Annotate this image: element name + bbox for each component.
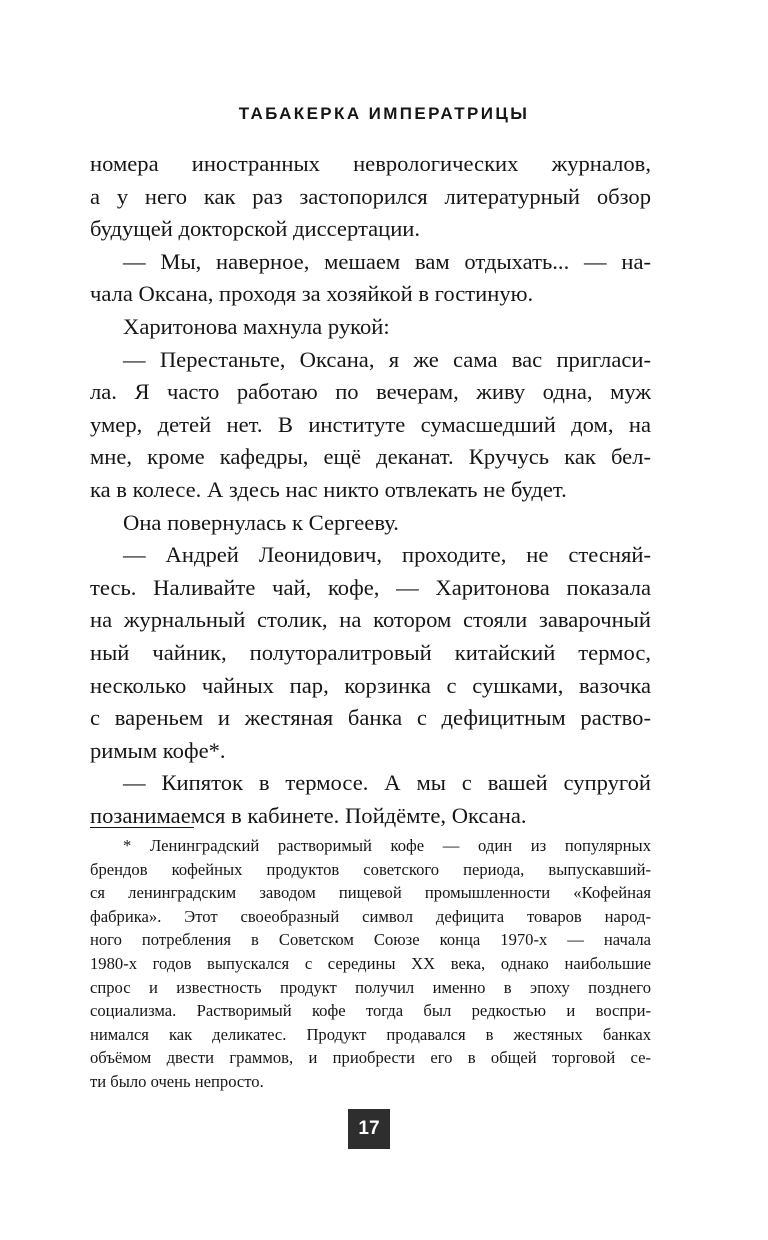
text-line: умер, детей нет. В институте сумасшедший дом, на bbox=[90, 411, 651, 437]
footnote-line: социализма. Растворимый кофе тогда был редкостью и воспри- bbox=[90, 1001, 651, 1021]
text-line: тесь. Наливайте чай, кофе, — Харитонова показала bbox=[90, 574, 651, 600]
footnote-line: спрос и известность продукт получил именно в эпоху позднего bbox=[90, 977, 651, 997]
footnote-separator bbox=[90, 827, 194, 828]
footnote-line: ся ленинградским заводом пищевой промышленности «Кофейная bbox=[90, 883, 651, 903]
text-line: несколько чайных пар, корзинка с сушками, вазочка bbox=[90, 672, 651, 698]
text-line: — Перестаньте, Оксана, я же сама вас пригласи- bbox=[123, 346, 651, 372]
text-line: будущей докторской диссертации. bbox=[90, 216, 421, 242]
page-number: 17 bbox=[348, 1109, 390, 1149]
footnote-line: ти было очень непросто. bbox=[90, 1071, 264, 1091]
text-line: ный чайник, полуторалитровый китайский термос, bbox=[90, 639, 651, 665]
footnote-line: нимался как деликатес. Продукт продавался в жестяных банках bbox=[90, 1024, 651, 1044]
footnote-line: объёмом двести граммов, и приобрести его в общей торговой се- bbox=[90, 1048, 651, 1068]
footnote-line: ного потребления в Советском Союзе конца 1970-х — начала bbox=[90, 930, 651, 950]
text-line: ка в колесе. А здесь нас никто отвлекать не будет. bbox=[90, 476, 567, 502]
footnote-line: брендов кофейных продуктов советского периода, выпускавший- bbox=[90, 859, 651, 879]
text-line: а у него как раз застопорился литературный обзор bbox=[90, 183, 651, 209]
footnote-line: 1980-х годов выпускался с середины XX века, однако наибольшие bbox=[90, 953, 651, 973]
text-line: Харитонова махнула рукой: bbox=[123, 313, 390, 339]
text-line: номера иностранных неврологических журналов, bbox=[90, 151, 651, 176]
footnote bbox=[90, 834, 651, 1094]
running-head-title: ТАБАКЕРКА ИМПЕРАТРИЦЫ bbox=[238, 104, 530, 123]
footnote-line: * Ленинградский растворимый кофе — один из популярных bbox=[123, 836, 651, 855]
text-line: чала Оксана, проходя за хозяйкой в гостиную. bbox=[90, 281, 534, 307]
text-line: римым кофе*. bbox=[90, 737, 226, 763]
text-line: — Кипяток в термосе. А мы с вашей супругой bbox=[123, 770, 651, 796]
text-line: с вареньем и жестяная банка с дефицитным раство- bbox=[90, 705, 651, 731]
text-line: мне, кроме кафедры, ещё деканат. Кручусь как бел- bbox=[90, 444, 651, 470]
body-text bbox=[90, 148, 651, 832]
text-line: Она повернулась к Сергееву. bbox=[123, 509, 399, 535]
text-line: позанимаемся в кабинете. Пойдёмте, Оксана. bbox=[90, 802, 527, 828]
text-line: — Мы, наверное, мешаем вам отдыхать... — на- bbox=[123, 248, 651, 274]
footnote-line: фабрика». Этот своеобразный символ дефицита товаров народ- bbox=[90, 906, 651, 926]
text-line: ла. Я часто работаю по вечерам, живу одна, муж bbox=[90, 379, 651, 405]
text-line: — Андрей Леонидович, проходите, не стесняй- bbox=[123, 542, 651, 568]
text-line: на журнальный столик, на котором стояли заварочный bbox=[90, 607, 651, 633]
